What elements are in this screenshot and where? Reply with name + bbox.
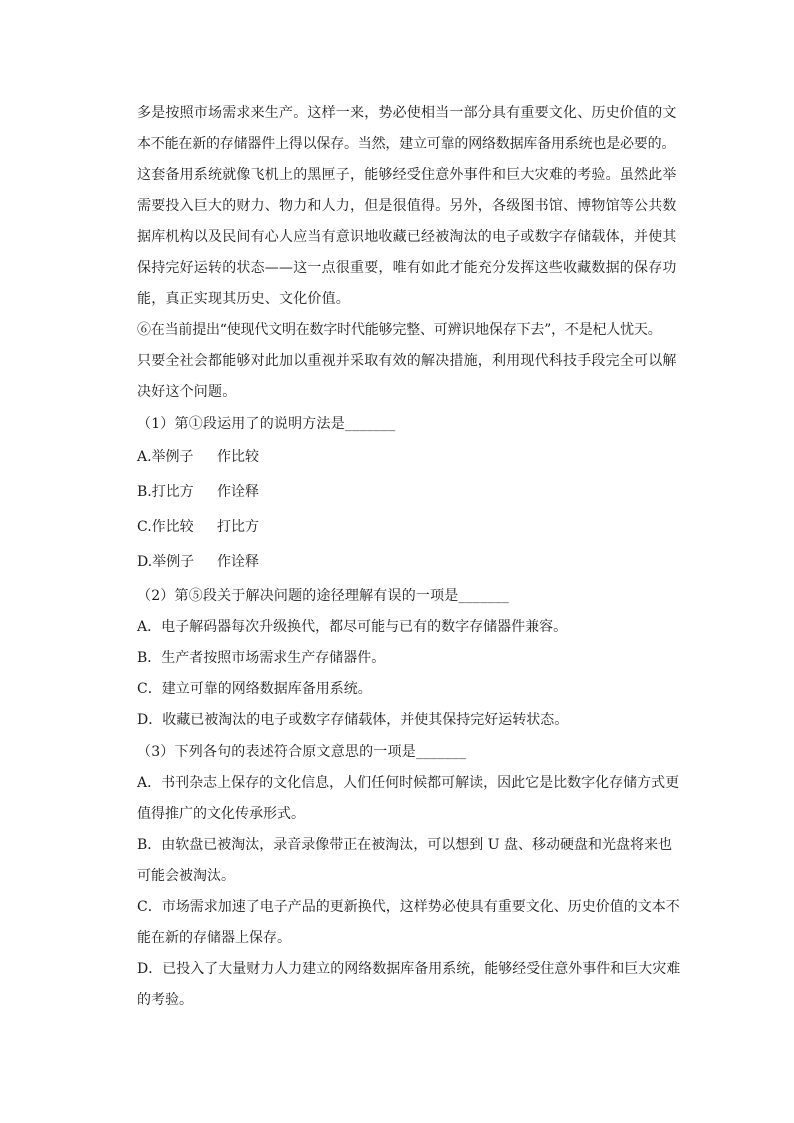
option-text: 打比方 [217,519,259,535]
passage-line: 保持完好运转的状态——这一点很重要，唯有如此才能充分发挥这些收藏数据的保存功 [137,260,677,276]
option-d[interactable] [137,545,677,580]
option-text-line: 的考验。 [137,992,193,1008]
option-b[interactable]: B．生产者按照市场需求生产存储器件。 [137,650,386,666]
question-1 [137,408,677,580]
option-b[interactable] [137,475,677,510]
option-text-line: B．由软盘已被淘汰，录音录像带正在被淘汰，可以想到 U 盘、移动硬盘和光盘将来也 [137,837,672,853]
question-stem: （2）第⑤段关于解决问题的途径理解有误的一项是_______ [137,588,509,604]
passage-line: 能，真正实现其历史、文化价值。 [137,291,350,307]
option-label: D.举例子 [137,554,195,570]
option-a[interactable]: A．电子解码器每次升级换代，都尽可能与已有的数字存储器件兼容。 [137,619,568,635]
option-a[interactable] [137,768,680,830]
passage-line: 本不能在新的存储器件上得以保存。当然，建立可靠的网络数据库备用系统也是必要的。 [137,136,676,152]
option-label: C.作比较 [137,519,194,535]
option-text: 作比较 [217,449,259,465]
option-c[interactable]: C．建立可靠的网络数据库备用系统。 [137,681,372,697]
passage-paragraph-6: ⑥在当前提出“使现代文明在数字时代能够完整、可辨识地保存下去”，不是杞人忧天。 [137,322,662,338]
option-text-line: D．已投入了大量财力人力建立的网络数据库备用系统，能够经受住意外事件和巨大灾难 [137,961,681,977]
question-3 [137,736,681,1016]
option-text: 作诠释 [217,554,259,570]
option-text: 作诠释 [217,484,259,500]
passage [137,98,677,408]
passage-line: 据库机构以及民间有心人应当有意识地收藏已经被淘汰的电子或数字存储载体，并使其 [137,229,677,245]
passage-line: 需要投入巨大的财力、物力和人力，但是很值得。另外，各级图书馆、博物馆等公共数 [137,198,677,214]
option-b[interactable] [137,830,677,892]
passage-line: 只要全社会都能够对此加以重视并采取有效的解决措施，利用现代科技手段完全可以解 [137,353,677,369]
question-2 [137,580,677,736]
option-text-line: A．书刊杂志上保存的文化信息，人们任何时候都可解读，因此它是比数字化存储方式更 [137,775,680,791]
question-stem: （1）第①段运用了的说明方法是_______ [137,416,396,432]
passage-line: 多是按照市场需求来生产。这样一来，势必使相当一部分具有重要文化、历史价值的文 [137,105,677,121]
option-label: A.举例子 [137,449,194,465]
option-a[interactable] [137,440,677,475]
option-text-line: C．市场需求加速了电子产品的更新换代，这样势必使具有重要文化、历史价值的文本不 [137,899,680,915]
option-c[interactable] [137,510,677,545]
option-d[interactable] [137,954,681,1016]
passage-line: 决好这个问题。 [137,384,237,400]
option-label: B.打比方 [137,484,194,500]
question-stem: （3）下列各句的表述符合原文意思的一项是_______ [137,744,467,760]
option-d[interactable]: D．收藏已被淘汰的电子或数字存储载体，并使其保持完好运转状态。 [137,712,569,728]
option-text-line: 值得推广的文化传承形式。 [137,806,305,822]
document-page [137,98,681,1016]
option-text-line: 可能会被淘汰。 [137,868,235,884]
passage-line: 这套备用系统就像飞机上的黑匣子，能够经受住意外事件和巨大灾难的考验。虽然此举 [137,167,677,183]
option-c[interactable] [137,892,680,954]
option-text-line: 能在新的存储器上保存。 [137,930,291,946]
